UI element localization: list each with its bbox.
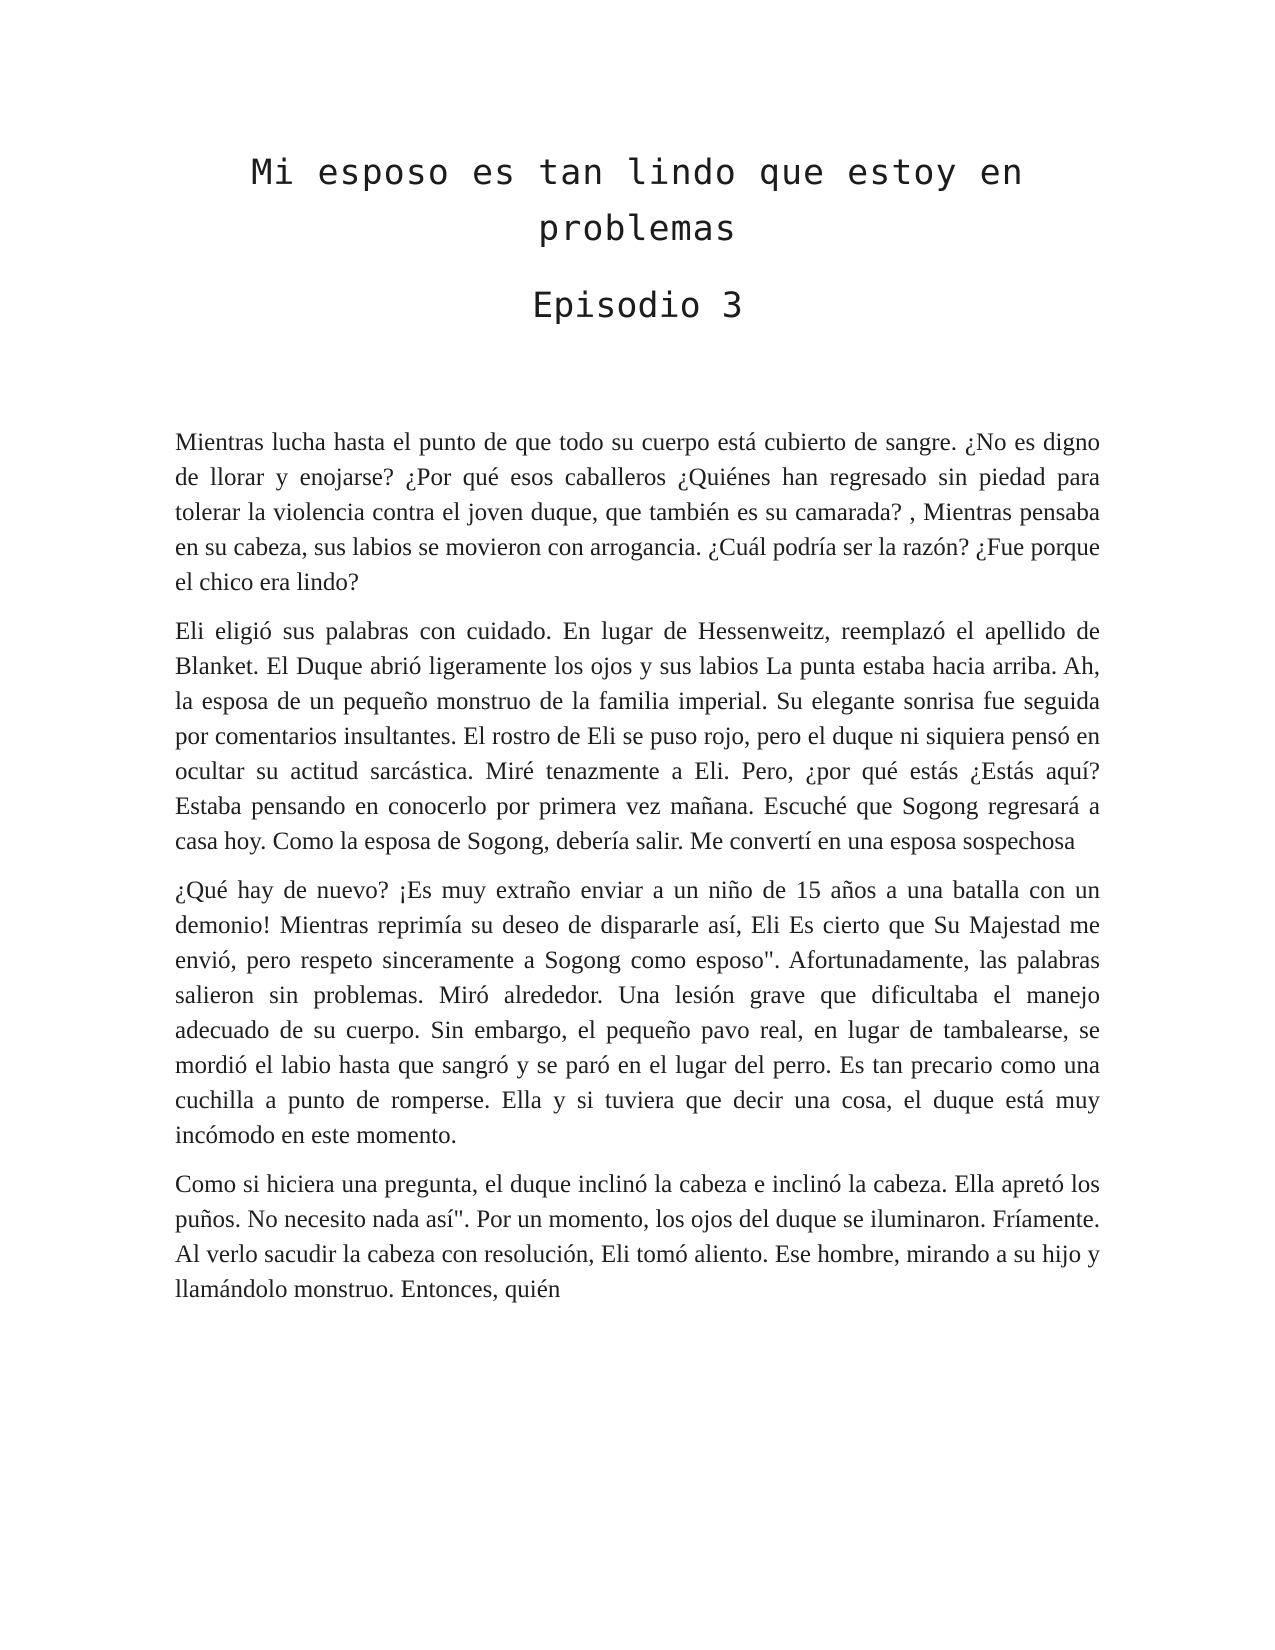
paragraph: ¿Qué hay de nuevo? ¡Es muy extraño enviar a un niño de 15 años a una batalla con un demonio! Mientras reprimía su deseo de dispararle así, Eli Es cierto que Su Majestad me envió, pero respeto sinceramente a Sogong como esposo". Afortunadamente, las palabras salieron sin problemas. Miró alrededor. Una lesión grave que dificultaba el manejo adecuado de su cuerpo. Sin embargo, el pequeño pavo real, en lugar de tambalearse, se mordió el labio hasta que sangró y se paró en el lugar del perro. Es tan precario como una cuchilla a punto de romperse. Ella y si tuviera que decir una cosa, el duque está muy incómodo en este momento.	[175, 877, 1100, 1149]
document-body	[175, 425, 1100, 1321]
paragraph: Como si hiciera una pregunta, el duque inclinó la cabeza e inclinó la cabeza. Ella apretó los puños. No necesito nada así". Por un momento, los ojos del duque se iluminaron. Fríamente. Al verlo sacudir la cabeza con resolución, Eli tomó aliento. Ese hombre, mirando a su hijo y llamándolo monstruo. Entonces, quién	[175, 1171, 1100, 1303]
document-title: Mi esposo es tan lindo que estoy en problemas	[251, 153, 1024, 249]
paragraph: Mientras lucha hasta el punto de que todo su cuerpo está cubierto de sangre. ¿No es digno de llorar y enojarse? ¿Por qué esos caballeros ¿Quiénes han regresado sin piedad para tolerar la violencia contra el joven duque, que también es su camarada? , Mientras pensaba en su cabeza, sus labios se movieron con arrogancia. ¿Cuál podría ser la razón? ¿Fue porque el chico era lindo?	[175, 429, 1100, 596]
episode-heading: Episodio 3	[532, 286, 743, 326]
paragraph: Eli eligió sus palabras con cuidado. En lugar de Hessenweitz, reemplazó el apellido de Blanket. El Duque abrió ligeramente los ojos y sus labios La punta estaba hacia arriba. Ah, la esposa de un pequeño monstruo de la familia imperial. Su elegante sonrisa fue seguida por comentarios insultantes. El rostro de Eli se puso rojo, pero el duque ni siquiera pensó en ocultar su actitud sarcástica. Miré tenazmente a Eli. Pero, ¿por qué estás ¿Estás aquí? Estaba pensando en conocerlo por primera vez mañana. Escuché que Sogong regresará a casa hoy. Como la esposa de Sogong, debería salir. Me convertí en una esposa sospechosa	[175, 618, 1100, 855]
